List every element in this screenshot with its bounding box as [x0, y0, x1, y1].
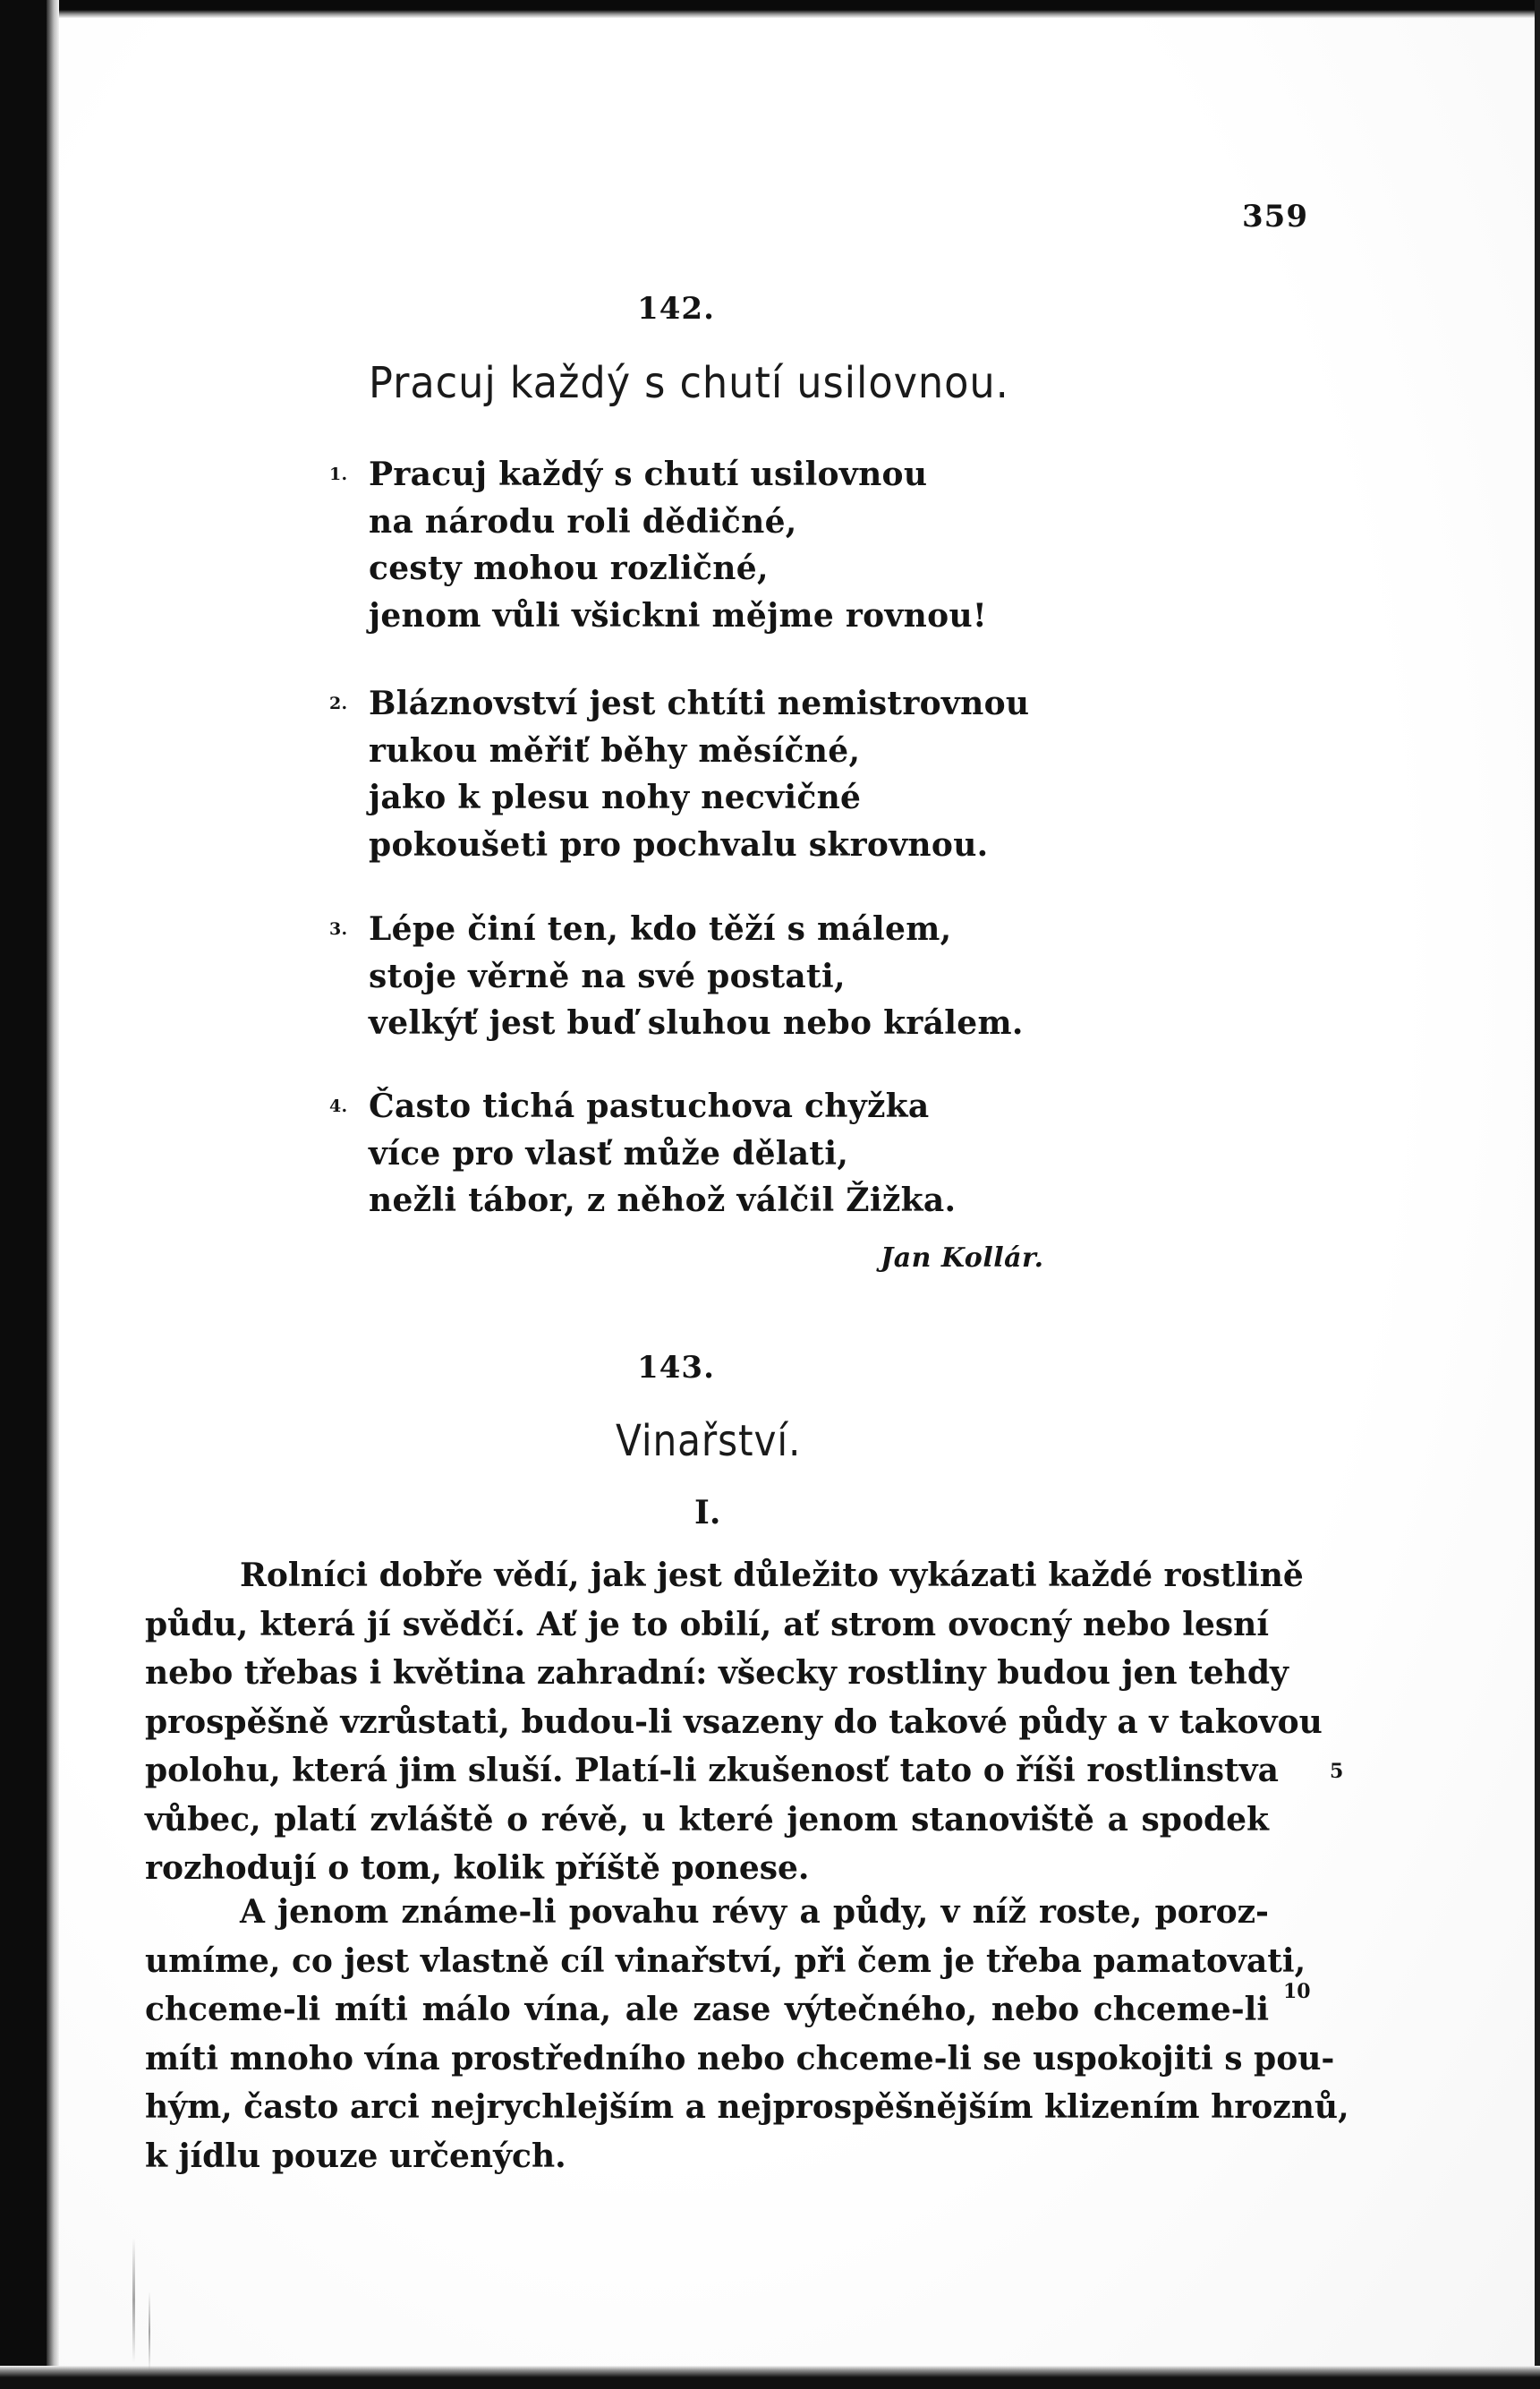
verse-line: jenom vůli všickni mějme rovnou!	[369, 596, 988, 635]
stanza-2	[329, 680, 1030, 868]
scan-artifact	[132, 2238, 135, 2363]
prose-line: půdu, která jí svědčí. Ať je to obilí, ať strom ovocný nebo lesní	[145, 1605, 1269, 1643]
stanza-1	[329, 451, 988, 639]
stanza-number: 2.	[329, 694, 348, 713]
line-number-margin: 10	[1283, 1980, 1311, 2003]
verse-line: na národu roli dědičné,	[369, 502, 797, 541]
poem-author: Jan Kollár.	[881, 1242, 1044, 1274]
prose-line: hým, často arci nejrychlejším a nejprospěšnějším klizením hroznů,	[145, 2088, 1349, 2126]
poem-title: Pracuj každý s chutí usilovnou.	[369, 358, 1009, 408]
prose-line: chceme-li míti málo vína, ale zase výtečného, nebo chceme-li	[145, 1991, 1269, 2028]
prose-line: míti mnoho vína prostředního nebo chceme-li se uspokojiti s pou-	[145, 2039, 1335, 2078]
scan-border-left	[0, 0, 52, 2389]
stanza-number: 4.	[329, 1096, 348, 1116]
prose-line: prospěšně vzrůstati, budou-li vsazeny do takové půdy a v takovou	[145, 1702, 1323, 1741]
article-number: 143.	[637, 1350, 715, 1386]
section-heading: I.	[694, 1494, 721, 1532]
stanza-number: 1.	[329, 465, 348, 484]
article-title: Vinařství.	[616, 1416, 802, 1466]
verse-line: Často tichá pastuchova chyžka	[369, 1088, 930, 1125]
prose-line: A jenom známe-li povahu révy a půdy, v níž roste, poroz-	[240, 1893, 1269, 1931]
stanza-number: 3.	[329, 919, 348, 939]
scan-border-shadow	[47, 0, 59, 2389]
verse-line: Bláznovství jest chtíti nemistrovnou	[369, 685, 1030, 722]
verse-line: rukou měřiť běhy měsíčné,	[369, 731, 861, 770]
prose-line: Rolníci dobře vědí, jak jest důležito vykázati každé rostlině	[240, 1557, 1304, 1594]
scan-border-top	[0, 0, 1540, 18]
verse-line: velkýť jest buď sluhou nebo králem.	[369, 1004, 1024, 1042]
line-number-margin: 5	[1330, 1760, 1344, 1783]
paragraph-1	[145, 1551, 1323, 1893]
verse-line: Pracuj každý s chutí usilovnou	[369, 456, 928, 493]
page-number: 359	[1242, 199, 1308, 235]
stanza-3	[329, 906, 1024, 1047]
poem-number: 142.	[637, 291, 715, 327]
verse-line: Lépe činí ten, kdo těží s málem,	[369, 910, 952, 948]
prose-line: umíme, co jest vlastně cíl vinařství, při čem je třeba pamatovati,	[145, 1941, 1306, 1980]
stanza-4	[329, 1083, 957, 1224]
verse-line: nežli tábor, z něhož válčil Žižka.	[369, 1182, 957, 1219]
verse-line: cesty mohou rozličné,	[369, 550, 769, 587]
scan-border-right	[1535, 0, 1540, 2389]
scan-artifact	[149, 2291, 150, 2372]
prose-line: nebo třebas i květina zahradní: všecky rostliny budou jen tehdy	[145, 1654, 1289, 1692]
verse-line: více pro vlasť může dělati,	[369, 1134, 849, 1173]
verse-line: jako k plesu nohy necvičné	[369, 779, 862, 816]
prose-line: vůbec, platí zvláště o révě, u které jenom stanoviště a spodek	[145, 1800, 1269, 1839]
verse-line: pokoušeti pro pochvalu skrovnou.	[369, 825, 989, 864]
verse-line: stoje věrně na své postati,	[369, 957, 846, 995]
scan-border-bottom	[0, 2366, 1540, 2389]
prose-line: k jídlu pouze určených.	[145, 2137, 566, 2175]
prose-line: polohu, která jim sluší. Platí-li zkušenosť tato o říši rostlinstva	[145, 1752, 1279, 1789]
prose-line: rozhodují o tom, kolik příště ponese.	[145, 1849, 810, 1887]
